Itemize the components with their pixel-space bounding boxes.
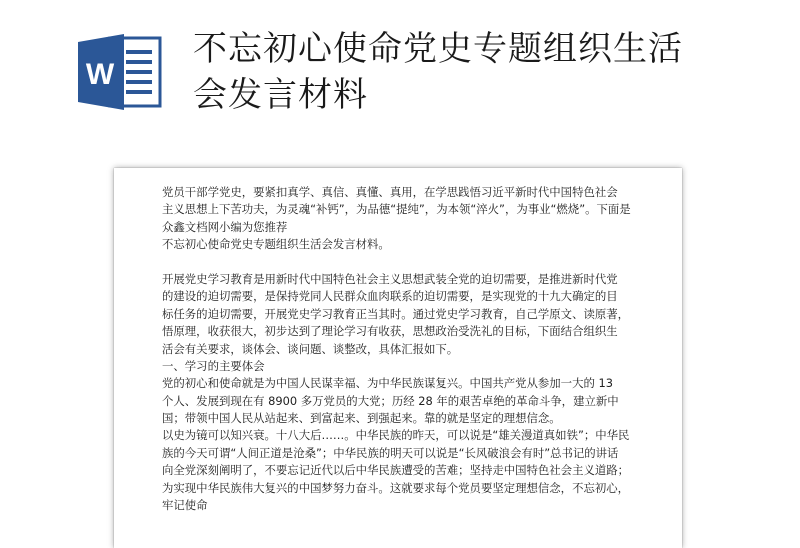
text-line: 个人、发展到现在有 8900 多万党员的大党；历经 28 年的艰苦卓绝的革命斗争，建立新中 [162,393,619,408]
text-line: 国；带领中国人民从站起来、到富起来、到强起来。靠的就是坚定的理想信念。 [162,411,561,426]
text-line: 主义思想上下苦功夫，为灵魂“补钙”，为品德“提纯”，为本领“淬火”，为事业“燃烧”。下面是 [162,202,631,217]
text-line: 族的今天可谓“人间正道是沧桑”；中华民族的明天可以说是“长风破浪会有时”总书记的讲话 [162,445,619,460]
text-line: 悟原理，收获很大，初步达到了理论学习有收获，思想政治受洗礼的目标，下面结合组织生 [162,324,618,339]
text-line: 众鑫文档网小编为您推荐 [162,219,288,234]
paragraph-gap [162,254,642,271]
word-document-icon [76,32,164,112]
title-line-1: 不忘初心使命党史专题组织生活 [193,29,683,69]
text-line: 开展党史学习教育是用新时代中国特色社会主义思想武装全党的迫切需要，是推进新时代党 [162,271,618,286]
page-title [193,26,753,118]
text-line: 不忘初心使命党史专题组织生活会发言材料。 [162,237,390,252]
document-body [162,184,642,514]
text-line: 党的初心和使命就是为中国人民谋幸福、为中华民族谋复兴。中国共产党从参加一大的 13 [162,376,613,391]
section-heading: 一、学习的主要体会 [162,358,265,373]
document-page-preview [114,168,682,548]
text-line: 标任务的迫切需要，开展党史学习教育正当其时。通过党史学习教育，自己学原文、读原著， [162,306,630,321]
text-line: 活会有关要求，谈体会、谈问题、谈整改，具体汇报如下。 [162,341,459,356]
text-line: 的建设的迫切需要，是保持党同人民群众血肉联系的迫切需要，是实现党的十九大确定的目 [162,289,618,304]
text-line: 党员干部学党史，要紧扣真学、真信、真懂、真用，在学思践悟习近平新时代中国特色社会 [162,185,618,199]
text-line: 以史为镜可以知兴衰。十八大后……。中华民族的昨天，可以说是“雄关漫道真如铁”；中华民 [162,428,630,443]
text-line: 为实现中华民族伟大复兴的中国梦努力奋斗。这就要求每个党员要坚定理想信念，不忘初心， [162,480,630,495]
document-header [0,0,800,160]
word-icon-letter: W [85,58,115,91]
text-line: 牢记使命 [162,498,208,513]
title-line-2: 会发言材料 [193,75,368,115]
text-line: 向全党深刻阐明了，不要忘记近代以后中华民族遭受的苦难；坚持走中国特色社会主义道路； [162,463,630,478]
